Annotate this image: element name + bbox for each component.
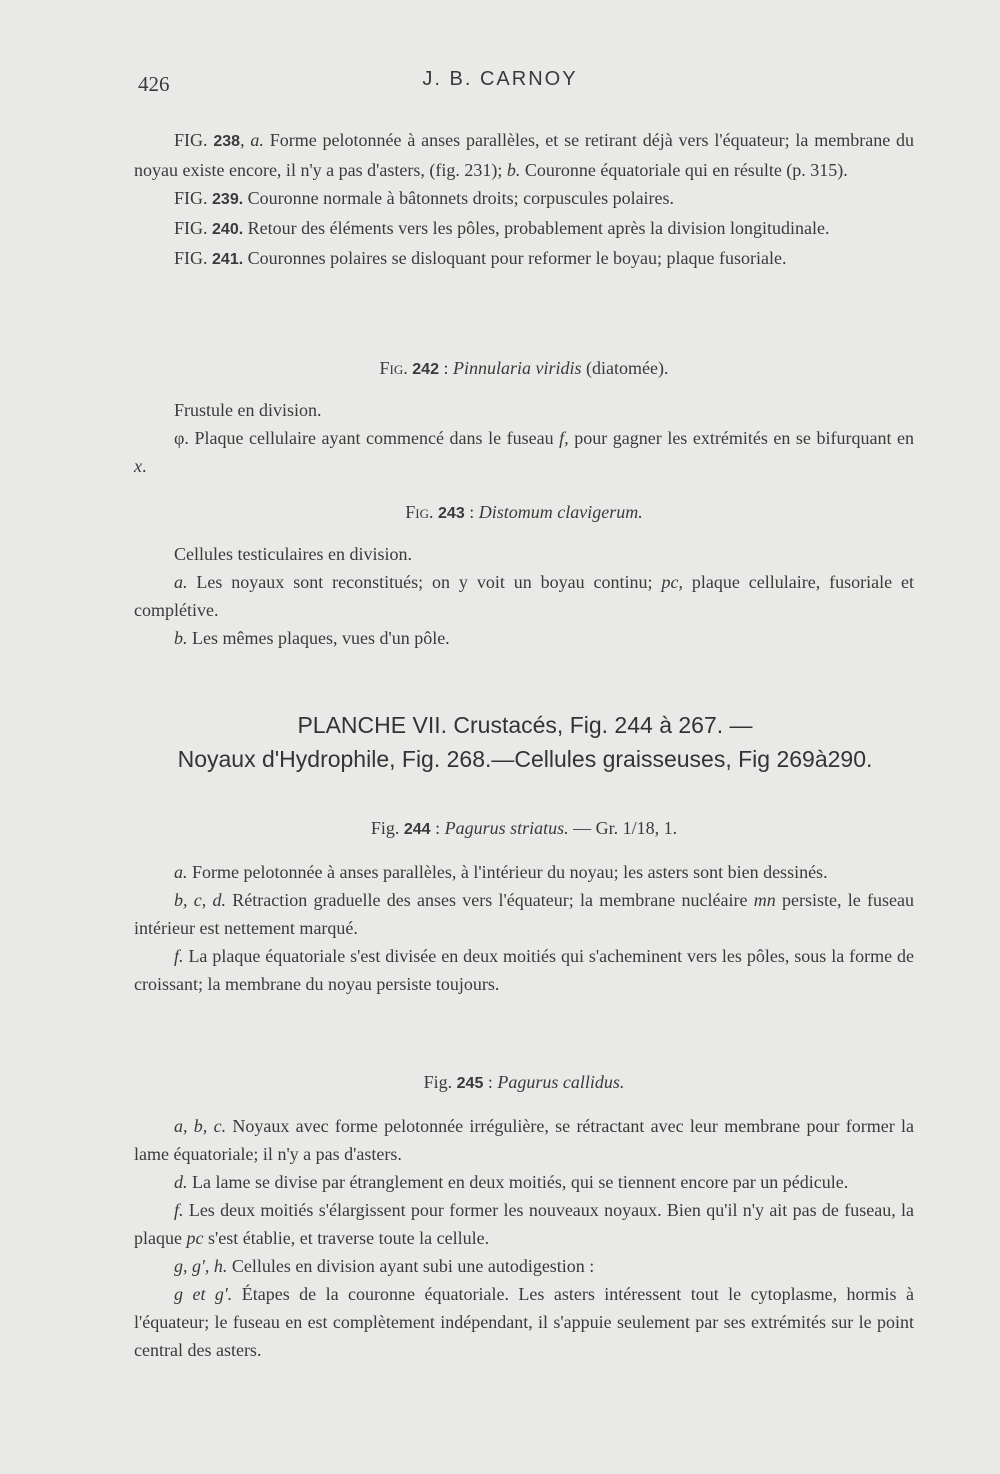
fig-label: Fig. [370,818,400,838]
separator: : [483,1072,498,1092]
subfig-letter: a. [250,130,264,150]
caption-text: plaque cellulaire, fusoriale et complétive. [134,572,914,620]
subfig-letter: g, g', h. [174,1256,228,1276]
caption-text: Plaque cellulaire ayant commencé dans le fuseau [188,428,560,448]
subfig-letter: a. [174,572,188,592]
caption-paragraph [134,886,914,942]
fig-number: 242 [412,361,439,378]
label-x: x [134,456,142,476]
page-header [0,64,1000,104]
caption-text: Étapes de la couronne équatoriale. Les asters intéressent tout le cytoplasme, hormis à l'équateur; le fuseau en est complètement indépendant, il s'appuie seulement par ses extrémités sur le point central des asters. [134,1284,915,1360]
fig-label: FIG. [174,188,208,208]
fig-239-caption [134,184,914,214]
caption-paragraph [134,1280,914,1364]
caption-text: s'est établie, et traverse toute la cellule. [203,1228,490,1248]
caption-text: Cellules en division ayant subi une autodigestion : [227,1256,595,1276]
caption-text: Noyaux avec forme pelotonnée irrégulière, se rétractant avec leur membrane pour former la lame équatoriale; il n'y a pas d'asters. [134,1116,914,1164]
subfig-letter: f. [174,946,184,966]
species-name: Pagurus callidus. [497,1072,625,1092]
page-number: 426 [138,72,170,96]
caption-paragraph [134,1196,914,1252]
fig-label: Fig. [379,358,408,378]
label-mn: mn [753,890,776,910]
caption-paragraph [134,858,914,886]
caption-text: Les mêmes plaques, vues d'un pôle. [187,628,450,648]
fig-238-caption: FIG. 238, a. Forme pelotonnée à anses parallèles, et se retirant déjà vers l'équateur; la membrane du noyau existe encore, il n'y a pas d'asters, (fig. 231); b. Couronne équatoriale qui en résulte (p. 315). [134,130,915,180]
caption-text: Retour des éléments vers les pôles, probablement après la division longitudinale. [243,218,830,238]
caption-text: Couronnes polaires se disloquant pour reformer le boyau; plaque fusoriale. [243,248,787,268]
fig-label: FIG. [174,130,208,150]
species-name: Pinnularia viridis [452,358,582,378]
fig-242-body [134,396,914,480]
plate-title-line2: Noyaux d'Hydrophile, Fig. 268.—Cellules graisseuses, Fig 269à290. [177,746,873,772]
subfig-letter: g et g'. [174,1284,233,1304]
caption-text: Les deux moitiés s'élargissent pour former les nouveaux noyaux. Bien qu'il n'y ait pas de fuseau, la plaque [134,1200,914,1248]
fig-label: FIG. [174,248,208,268]
plate-heading [110,708,940,776]
caption-paragraph [134,424,914,480]
fig-number: 245 [456,1075,484,1092]
label-pc: pc, [661,572,683,592]
species-name: Distomum clavigerum. [478,502,643,522]
separator: : [464,502,479,522]
subfig-letter: b. [506,160,521,180]
subfig-letter: d. [174,1172,188,1192]
caption-paragraph [134,624,914,652]
subfig-letter: f. [174,1200,184,1220]
caption-paragraph [134,942,914,998]
fig-244-heading [134,814,914,844]
caption-paragraph [134,568,914,624]
symbol-label: φ. [174,428,189,448]
subfig-letter: b. [174,628,188,648]
subfig-letter: a. [174,862,188,882]
fig-244-body [134,858,914,998]
punctuation: . [142,456,147,476]
caption-text: Couronne équatoriale qui en résulte (p. 315). [520,160,848,180]
caption-text: Frustule en division. [174,400,322,420]
heading-rest: (diatomée). [581,358,669,378]
fig-245-body [134,1112,914,1364]
fig-number: 244 [403,821,431,838]
label-pc: pc [186,1228,204,1248]
caption-text: La plaque équatoriale s'est divisée en deux moitiés qui s'acheminent vers les pôles, sous la forme de croissant; la membrane du noyau persiste toujours. [134,946,914,994]
separator: : [438,358,453,378]
fig-number: 239. [212,191,244,208]
caption-text: pour gagner les extrémités en se bifurquant en [568,428,914,448]
fig-243-body [134,540,914,652]
magnification: — Gr. 1/18, 1. [568,818,678,838]
fig-number: 243 [438,505,465,522]
fig-241-caption [134,244,914,274]
fig-245-heading [134,1068,914,1098]
figs-238-241 [134,126,914,274]
running-title: J. B. CARNOY [422,68,578,90]
caption-paragraph [134,1252,914,1280]
fig-number: 241. [212,251,244,268]
species-name: Pagurus striatus. [444,818,569,838]
fig-label: Fig. [423,1072,453,1092]
fig-242-heading [134,354,914,384]
caption-text: persiste, le fuseau intérieur est nettement marqué. [134,890,914,938]
caption-text: Les noyaux sont reconstitués; on y voit un boyau continu; [187,572,662,592]
separator: : [430,818,445,838]
plate-title-line1: PLANCHE VII. Crustacés, Fig. 244 à 267. — [297,712,753,738]
fig-label: Fig. [405,502,434,522]
caption-text: La lame se divise par étranglement en deux moitiés, qui se tiennent encore par un pédicule. [187,1172,849,1192]
label-f: f, [559,428,569,448]
fig-240-caption [134,214,914,244]
caption-text: Couronne normale à bâtonnets droits; corpuscules polaires. [243,188,675,208]
caption-text: Forme pelotonnée à anses parallèles, à l'intérieur du noyau; les asters sont bien dessinés. [187,862,828,882]
fig-label: FIG. [174,218,208,238]
fig-number: 238 [213,133,241,150]
caption-text: Rétraction graduelle des anses vers l'équateur; la membrane nucléaire [226,890,754,910]
fig-243-heading [134,498,914,528]
caption-text: Forme pelotonnée à anses parallèles, et se retirant déjà vers l'équateur; la membrane du noyau existe encore, il n'y a pas d'asters, (fig. 231); [134,130,915,180]
fig-number: 240. [212,221,244,238]
subfig-letter: b, c, d. [174,890,227,910]
subfig-letter: a, b, c. [174,1116,227,1136]
caption-text: Cellules testiculaires en division. [174,544,412,564]
caption-paragraph [134,1168,914,1196]
caption-paragraph [134,1112,914,1168]
